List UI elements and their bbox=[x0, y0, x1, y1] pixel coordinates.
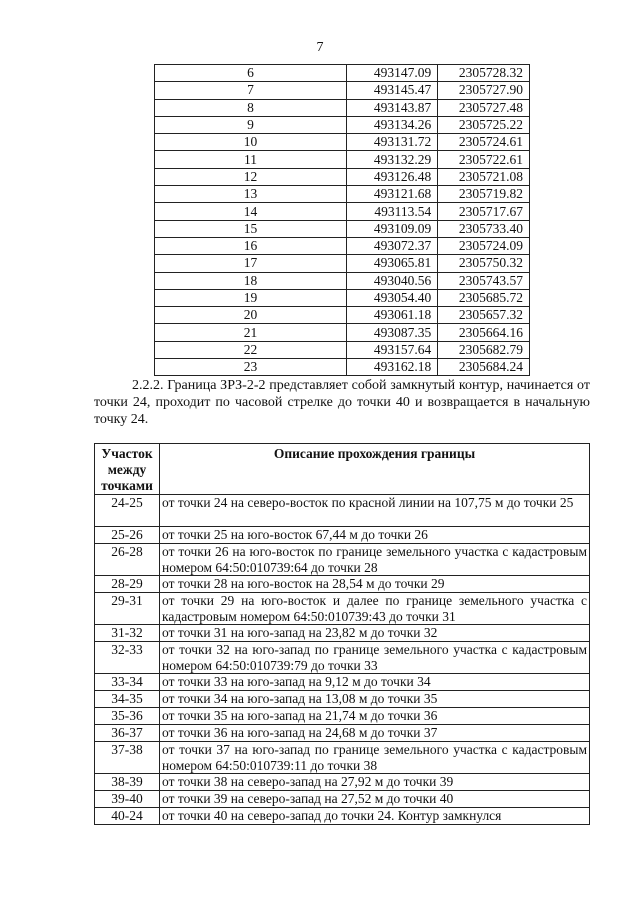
segment-label: 36-37 bbox=[95, 725, 160, 742]
coordinate-y: 2305664.16 bbox=[438, 324, 530, 341]
point-number: 15 bbox=[155, 220, 347, 237]
segment-label: 32-33 bbox=[95, 642, 160, 674]
point-number: 19 bbox=[155, 289, 347, 306]
description-row bbox=[95, 625, 590, 642]
description-row bbox=[95, 708, 590, 725]
point-number: 10 bbox=[155, 134, 347, 151]
page-number: 7 bbox=[316, 40, 324, 55]
segment-label: 37-38 bbox=[95, 742, 160, 774]
boundary-description-table bbox=[94, 443, 590, 825]
segment-description: от точки 39 на северо-запад на 27,52 м до точки 40 bbox=[160, 791, 590, 808]
segment-label: 38-39 bbox=[95, 774, 160, 791]
description-row bbox=[95, 495, 590, 527]
coordinate-row bbox=[155, 237, 530, 254]
coordinate-x: 493113.54 bbox=[346, 203, 437, 220]
segment-label: 31-32 bbox=[95, 625, 160, 642]
point-number: 20 bbox=[155, 307, 347, 324]
point-number: 17 bbox=[155, 255, 347, 272]
coordinate-y: 2305728.32 bbox=[438, 65, 530, 82]
point-number: 11 bbox=[155, 151, 347, 168]
point-number: 7 bbox=[155, 82, 347, 99]
description-row bbox=[95, 674, 590, 691]
segment-description: от точки 28 на юго-восток на 28,54 м до точки 29 bbox=[160, 576, 590, 593]
segment-label: 34-35 bbox=[95, 691, 160, 708]
coordinate-row bbox=[155, 65, 530, 82]
segment-description: от точки 35 на юго-запад на 21,74 м до точки 36 bbox=[160, 708, 590, 725]
coordinate-x: 493162.18 bbox=[346, 359, 437, 376]
description-row bbox=[95, 808, 590, 825]
coordinate-row bbox=[155, 272, 530, 289]
coordinate-row bbox=[155, 220, 530, 237]
coordinate-y: 2305684.24 bbox=[438, 359, 530, 376]
coordinate-x: 493134.26 bbox=[346, 116, 437, 133]
description-row bbox=[95, 742, 590, 774]
boundary-paragraph: 2.2.2. Граница ЗРЗ-2-2 представляет собой замкнутый контур, начинается от точки 24, проходит по часовой стрелке до точки 40 и возвращается в начальную точку 24. bbox=[94, 378, 590, 427]
coordinate-x: 493145.47 bbox=[346, 82, 437, 99]
point-number: 13 bbox=[155, 186, 347, 203]
point-number: 9 bbox=[155, 116, 347, 133]
coordinate-y: 2305727.48 bbox=[438, 99, 530, 116]
segment-label: 28-29 bbox=[95, 576, 160, 593]
coordinate-y: 2305727.90 bbox=[438, 82, 530, 99]
coordinate-row bbox=[155, 168, 530, 185]
coordinate-x: 493072.37 bbox=[346, 237, 437, 254]
coordinates-table-body bbox=[155, 65, 530, 376]
coordinates-table bbox=[154, 64, 530, 376]
coordinate-x: 493054.40 bbox=[346, 289, 437, 306]
coordinate-row bbox=[155, 289, 530, 306]
description-row bbox=[95, 791, 590, 808]
description-row bbox=[95, 691, 590, 708]
point-number: 14 bbox=[155, 203, 347, 220]
point-number: 6 bbox=[155, 65, 347, 82]
segment-description: от точки 37 на юго-запад по границе земельного участка с кадастровым номером 64:50:010739:11 до точки 38 bbox=[160, 742, 590, 774]
segment-label: 40-24 bbox=[95, 808, 160, 825]
segment-description: от точки 40 на северо-запад до точки 24. Контур замкнулся bbox=[160, 808, 590, 825]
segment-description: от точки 34 на юго-запад на 13,08 м до точки 35 bbox=[160, 691, 590, 708]
coordinate-row bbox=[155, 186, 530, 203]
coordinate-y: 2305733.40 bbox=[438, 220, 530, 237]
coordinate-row bbox=[155, 203, 530, 220]
coordinate-y: 2305682.79 bbox=[438, 341, 530, 358]
coordinate-x: 493157.64 bbox=[346, 341, 437, 358]
segment-label: 25-26 bbox=[95, 527, 160, 544]
coordinate-row bbox=[155, 116, 530, 133]
coordinate-x: 493109.09 bbox=[346, 220, 437, 237]
description-row bbox=[95, 725, 590, 742]
segment-description: от точки 25 на юго-восток 67,44 м до точки 26 bbox=[160, 527, 590, 544]
description-row bbox=[95, 576, 590, 593]
description-row bbox=[95, 544, 590, 576]
coordinate-y: 2305717.67 bbox=[438, 203, 530, 220]
coordinate-x: 493147.09 bbox=[346, 65, 437, 82]
segment-description: от точки 24 на северо-восток по красной линии на 107,75 м до точки 25 bbox=[160, 495, 590, 527]
segment-label: 35-36 bbox=[95, 708, 160, 725]
coordinate-y: 2305719.82 bbox=[438, 186, 530, 203]
coordinate-x: 493040.56 bbox=[346, 272, 437, 289]
coordinate-row bbox=[155, 99, 530, 116]
segment-label: 39-40 bbox=[95, 791, 160, 808]
coordinate-y: 2305725.22 bbox=[438, 116, 530, 133]
coordinate-y: 2305750.32 bbox=[438, 255, 530, 272]
coordinate-row bbox=[155, 359, 530, 376]
coordinate-x: 493143.87 bbox=[346, 99, 437, 116]
segment-description: от точки 38 на северо-запад на 27,92 м до точки 39 bbox=[160, 774, 590, 791]
coordinate-y: 2305743.57 bbox=[438, 272, 530, 289]
segment-description: от точки 36 на юго-запад на 24,68 м до точки 37 bbox=[160, 725, 590, 742]
coordinate-x: 493065.81 bbox=[346, 255, 437, 272]
coordinate-row bbox=[155, 307, 530, 324]
coordinate-x: 493121.68 bbox=[346, 186, 437, 203]
coordinate-x: 493126.48 bbox=[346, 168, 437, 185]
point-number: 21 bbox=[155, 324, 347, 341]
segment-description: от точки 33 на юго-запад на 9,12 м до точки 34 bbox=[160, 674, 590, 691]
coordinate-y: 2305724.61 bbox=[438, 134, 530, 151]
segment-description: от точки 31 на юго-запад на 23,82 м до точки 32 bbox=[160, 625, 590, 642]
coordinate-row bbox=[155, 341, 530, 358]
point-number: 16 bbox=[155, 237, 347, 254]
coordinate-y: 2305722.61 bbox=[438, 151, 530, 168]
description-row bbox=[95, 642, 590, 674]
point-number: 8 bbox=[155, 99, 347, 116]
segment-label: 29-31 bbox=[95, 593, 160, 625]
coordinate-row bbox=[155, 82, 530, 99]
segment-description: от точки 32 на юго-запад по границе земельного участка с кадастровым номером 64:50:010739:79 до точки 33 bbox=[160, 642, 590, 674]
coordinate-y: 2305685.72 bbox=[438, 289, 530, 306]
description-row bbox=[95, 593, 590, 625]
segment-description: от точки 26 на юго-восток по границе земельного участка с кадастровым номером 64:50:010739:64 до точки 28 bbox=[160, 544, 590, 576]
segment-description: от точки 29 на юго-восток и далее по границе земельного участка с кадастровым номером 64:50:010739:43 до точки 31 bbox=[160, 593, 590, 625]
coordinate-row bbox=[155, 134, 530, 151]
coordinate-x: 493132.29 bbox=[346, 151, 437, 168]
header-segment: Участок между точками bbox=[95, 444, 160, 495]
point-number: 12 bbox=[155, 168, 347, 185]
coordinate-y: 2305721.08 bbox=[438, 168, 530, 185]
point-number: 23 bbox=[155, 359, 347, 376]
segment-label: 33-34 bbox=[95, 674, 160, 691]
coordinate-y: 2305724.09 bbox=[438, 237, 530, 254]
coordinate-row bbox=[155, 255, 530, 272]
header-description: Описание прохождения границы bbox=[160, 444, 590, 495]
description-row bbox=[95, 527, 590, 544]
segment-label: 24-25 bbox=[95, 495, 160, 527]
coordinate-y: 2305657.32 bbox=[438, 307, 530, 324]
description-table-body bbox=[95, 495, 590, 825]
point-number: 22 bbox=[155, 341, 347, 358]
segment-label: 26-28 bbox=[95, 544, 160, 576]
point-number: 18 bbox=[155, 272, 347, 289]
coordinate-x: 493087.35 bbox=[346, 324, 437, 341]
coordinate-x: 493131.72 bbox=[346, 134, 437, 151]
coordinate-row bbox=[155, 151, 530, 168]
coordinate-x: 493061.18 bbox=[346, 307, 437, 324]
description-row bbox=[95, 774, 590, 791]
coordinate-row bbox=[155, 324, 530, 341]
